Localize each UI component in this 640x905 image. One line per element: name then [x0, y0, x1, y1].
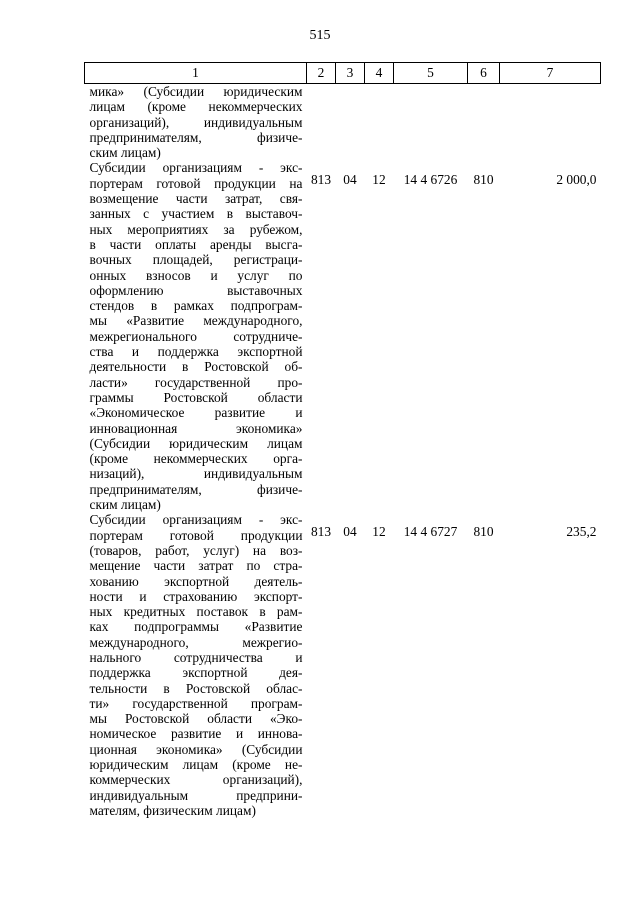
header-col-7: 7 [500, 63, 601, 84]
row-amount: 2 000,0 [556, 172, 597, 188]
description-line: ласти» государственной про- [89, 374, 303, 390]
description-line: ных кредитных поставок в рам- [89, 604, 303, 620]
description-line: вочных площадей, регистраци- [89, 252, 303, 268]
row-ministry-code: 813 [310, 172, 332, 188]
description-line: мы «Развитие международного, [89, 313, 303, 329]
description-line: индивидуальным предприни- [89, 787, 303, 803]
description-line: ках подпрограммы «Развитие [89, 619, 303, 635]
row-ministry-code: 813 [310, 524, 332, 540]
description-line: ским лицам) [89, 497, 161, 513]
description-line: ных мероприятиях за рубежом, [89, 221, 303, 237]
header-col-2: 2 [307, 63, 336, 84]
description-line: организаций), индивидуальным [89, 114, 303, 130]
description-line: тельности в Ростовской облас- [89, 680, 303, 696]
description-line: поддержка экспортной дея- [89, 665, 303, 681]
description-line: онных взносов и услуг по [89, 267, 303, 283]
header-row [85, 63, 601, 84]
row-subsection-code: 12 [372, 524, 386, 540]
table-row [85, 512, 601, 818]
header-col-5: 5 [394, 63, 468, 84]
budget-table [84, 62, 601, 818]
row-target-article [394, 84, 468, 161]
description-line: инновационная экономика» [89, 420, 303, 436]
description-line: стендов в рамках подпрограм- [89, 298, 303, 314]
description-line: предпринимателям, физиче- [89, 129, 303, 145]
row-expense-type: 810 [473, 524, 494, 540]
row-subsection-code: 12 [372, 172, 386, 188]
row-description [85, 512, 307, 818]
description-line: номическое развитие и иннова- [89, 726, 303, 742]
description-line: мика» (Субсидии юридическим [89, 84, 303, 99]
row-section-code: 04 [343, 524, 357, 540]
page-number: 515 [309, 28, 331, 43]
description-line: мещение части затрат по стра- [89, 558, 303, 574]
description-line: ства и поддержка экспортной [89, 344, 303, 360]
description-line: мы Ростовской области «Эко- [89, 711, 303, 727]
description-line: «Экономическое развитие и [89, 405, 303, 421]
description-line: хованию экспортной деятель- [89, 573, 303, 589]
table-row [85, 160, 601, 512]
header-col-1: 1 [85, 63, 307, 84]
header-col-4: 4 [365, 63, 394, 84]
description-line: ти» государственной програм- [89, 695, 303, 711]
description-line: юридическим лицам (кроме не- [89, 757, 303, 773]
row-section-code [336, 84, 365, 161]
header-col-6: 6 [468, 63, 500, 84]
description-line: (кроме некоммерческих орга- [89, 451, 303, 467]
row-target-article: 14 4 6726 [403, 172, 458, 188]
table-row [85, 84, 601, 161]
row-section-code: 04 [343, 172, 357, 188]
row-subsection-code [365, 84, 394, 161]
description-line: (товаров, работ, услуг) на воз- [89, 542, 303, 558]
description-line: нального сотрудничества и [89, 649, 303, 665]
description-line: занных с участием в выставоч- [89, 206, 303, 222]
description-line: в части оплаты аренды высга- [89, 236, 303, 252]
description-line: оформлению выставочных [89, 282, 303, 298]
row-ministry-code [307, 84, 336, 161]
row-expense-type [468, 84, 500, 161]
row-amount: 235,2 [566, 524, 597, 540]
row-expense-type: 810 [473, 172, 494, 188]
description-line: межрегионального сотрудниче- [89, 328, 303, 344]
row-description [85, 160, 307, 512]
description-line: предпринимателям, физиче- [89, 481, 303, 497]
row-amount [500, 84, 601, 161]
description-line: мателям, физическим лицам) [89, 802, 256, 818]
description-line: деятельности в Ростовской об- [89, 359, 303, 375]
description-line: ским лицам) [89, 145, 161, 161]
row-target-article: 14 4 6727 [403, 524, 458, 540]
description-line: коммерческих организаций), [89, 772, 303, 788]
description-line: ционная экономика» (Субсидии [89, 741, 303, 757]
description-line: международного, межрегио- [89, 634, 303, 650]
description-line: портерам готовой продукции [89, 527, 303, 543]
description-line: Субсидии организациям - экс- [89, 160, 303, 176]
row-description [85, 84, 307, 161]
description-line: граммы Ростовской области [89, 389, 303, 405]
description-line: возмещение части затрат, свя- [89, 191, 303, 207]
description-line: лицам (кроме некоммерческих [89, 99, 303, 115]
description-line: низаций), индивидуальным [89, 466, 303, 482]
description-line: (Субсидии юридическим лицам [89, 435, 303, 451]
header-col-3: 3 [336, 63, 365, 84]
description-line: портерам готовой продукции на [89, 175, 303, 191]
description-line: ности и страхованию экспорт- [89, 588, 303, 604]
description-line: Субсидии организациям - экс- [89, 512, 303, 528]
